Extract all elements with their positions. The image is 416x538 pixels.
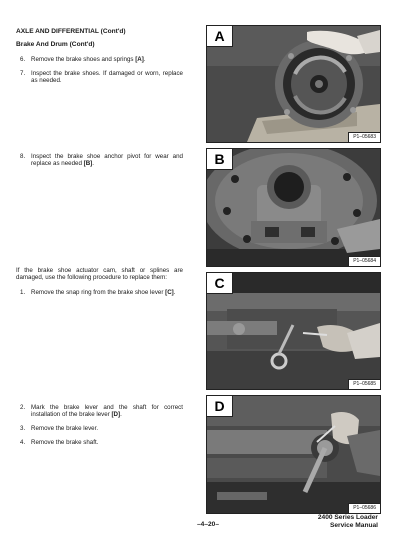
step-number: 8. (20, 153, 26, 160)
step-3 (20, 425, 183, 432)
step-number: 6. (20, 56, 26, 63)
step-1 (20, 289, 183, 296)
step-4 (20, 439, 183, 446)
step-8 (20, 153, 183, 168)
step-text: Mark the brake lever and the shaft for correct installation of the brake lever [D]. (31, 404, 183, 419)
figure-code: P1–05684 (348, 256, 380, 266)
intro-paragraph: If the brake shoe actuator cam, shaft or splines are damaged, use the following procedure to replace them: (16, 267, 183, 282)
subsection-title: Brake And Drum (Cont'd) (16, 41, 95, 48)
step-6 (20, 56, 183, 63)
step-2 (20, 404, 183, 419)
step-text: Remove the snap ring from the brake shoe lever [C]. (31, 289, 176, 296)
step-number: 7. (20, 70, 26, 77)
step-text: Remove the brake shaft. (31, 439, 99, 446)
figure-letter: C (207, 273, 233, 294)
figure-a (206, 25, 381, 143)
figure-d (206, 395, 381, 514)
step-number: 4. (20, 439, 26, 446)
figure-letter: A (207, 26, 233, 47)
figure-c (206, 272, 381, 390)
figure-ref: [A] (135, 56, 144, 63)
section-title: AXLE AND DIFFERENTIAL (Cont'd) (16, 28, 126, 35)
step-text: Inspect the brake shoe anchor pivot for wear and replace as needed [B]. (31, 153, 183, 168)
step-number: 1. (20, 289, 26, 296)
manual-title (318, 514, 378, 530)
manual-title-line2: Service Manual (329, 522, 378, 529)
step-number: 3. (20, 425, 26, 432)
step-text: Remove the brake lever. (31, 425, 99, 432)
figure-ref: [B] (83, 160, 93, 168)
step-text: Remove the brake shoes and springs [A]. (31, 56, 146, 63)
step-7 (20, 70, 183, 85)
manual-title-line1: 2400 Series Loader (317, 514, 378, 521)
figure-ref: [C] (165, 289, 174, 296)
figure-letter: D (207, 396, 233, 417)
figure-code: P1–05683 (348, 132, 380, 142)
figure-letter: B (207, 149, 233, 170)
figure-ref: [D] (111, 411, 121, 419)
page-number: –4–20– (196, 521, 219, 528)
step-text: Inspect the brake shoes. If damaged or worn, replace as needed. (31, 70, 183, 85)
figure-code: P1–05685 (348, 379, 380, 389)
step-number: 2. (20, 404, 26, 411)
figure-code: P1–05686 (348, 503, 380, 513)
figure-b (206, 148, 381, 267)
